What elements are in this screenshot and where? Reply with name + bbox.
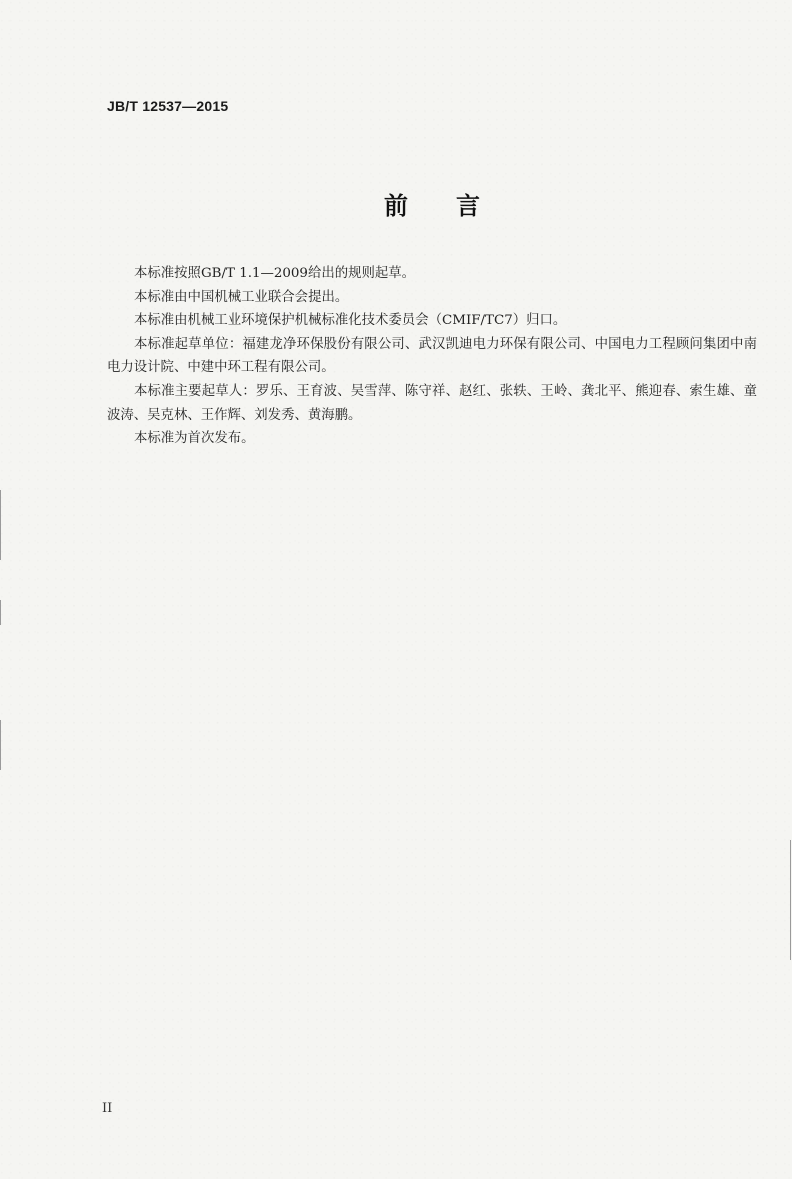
- scan-edge-mark: [0, 490, 1, 560]
- paragraph-drafting-units: 本标准起草单位：福建龙净环保股份有限公司、武汉凯迪电力环保有限公司、中国电力工程顾问集团中南电力设计院、中建中环工程有限公司。: [107, 336, 757, 376]
- standard-code-header: JB/T 12537—2015: [107, 98, 229, 114]
- page-number: II: [102, 1101, 113, 1116]
- page-title: [384, 190, 484, 222]
- paragraph-drafting-rules: 本标准按照GB/T 1.1—2009给出的规则起草。: [134, 266, 416, 281]
- scan-edge-mark: [790, 840, 791, 960]
- scan-edge-mark: [0, 720, 1, 770]
- foreword-body: [107, 262, 757, 451]
- scan-edge-mark: [0, 600, 1, 625]
- paragraph-proposer: 本标准由中国机械工业联合会提出。: [134, 289, 349, 305]
- paragraph-committee: 本标准由机械工业环境保护机械标准化技术委员会（CMIF/TC7）归口。: [134, 313, 567, 329]
- paragraph-first-release: 本标准为首次发布。: [134, 431, 255, 447]
- title-char-2: 言: [456, 192, 480, 220]
- title-char-1: 前: [384, 192, 408, 220]
- paragraph-drafters: 本标准主要起草人：罗乐、王育波、吴雪萍、陈守祥、赵红、张轶、王岭、龚北平、熊迎春、索生雄、童波涛、吴克林、王作辉、刘发秀、黄海鹏。: [107, 383, 757, 423]
